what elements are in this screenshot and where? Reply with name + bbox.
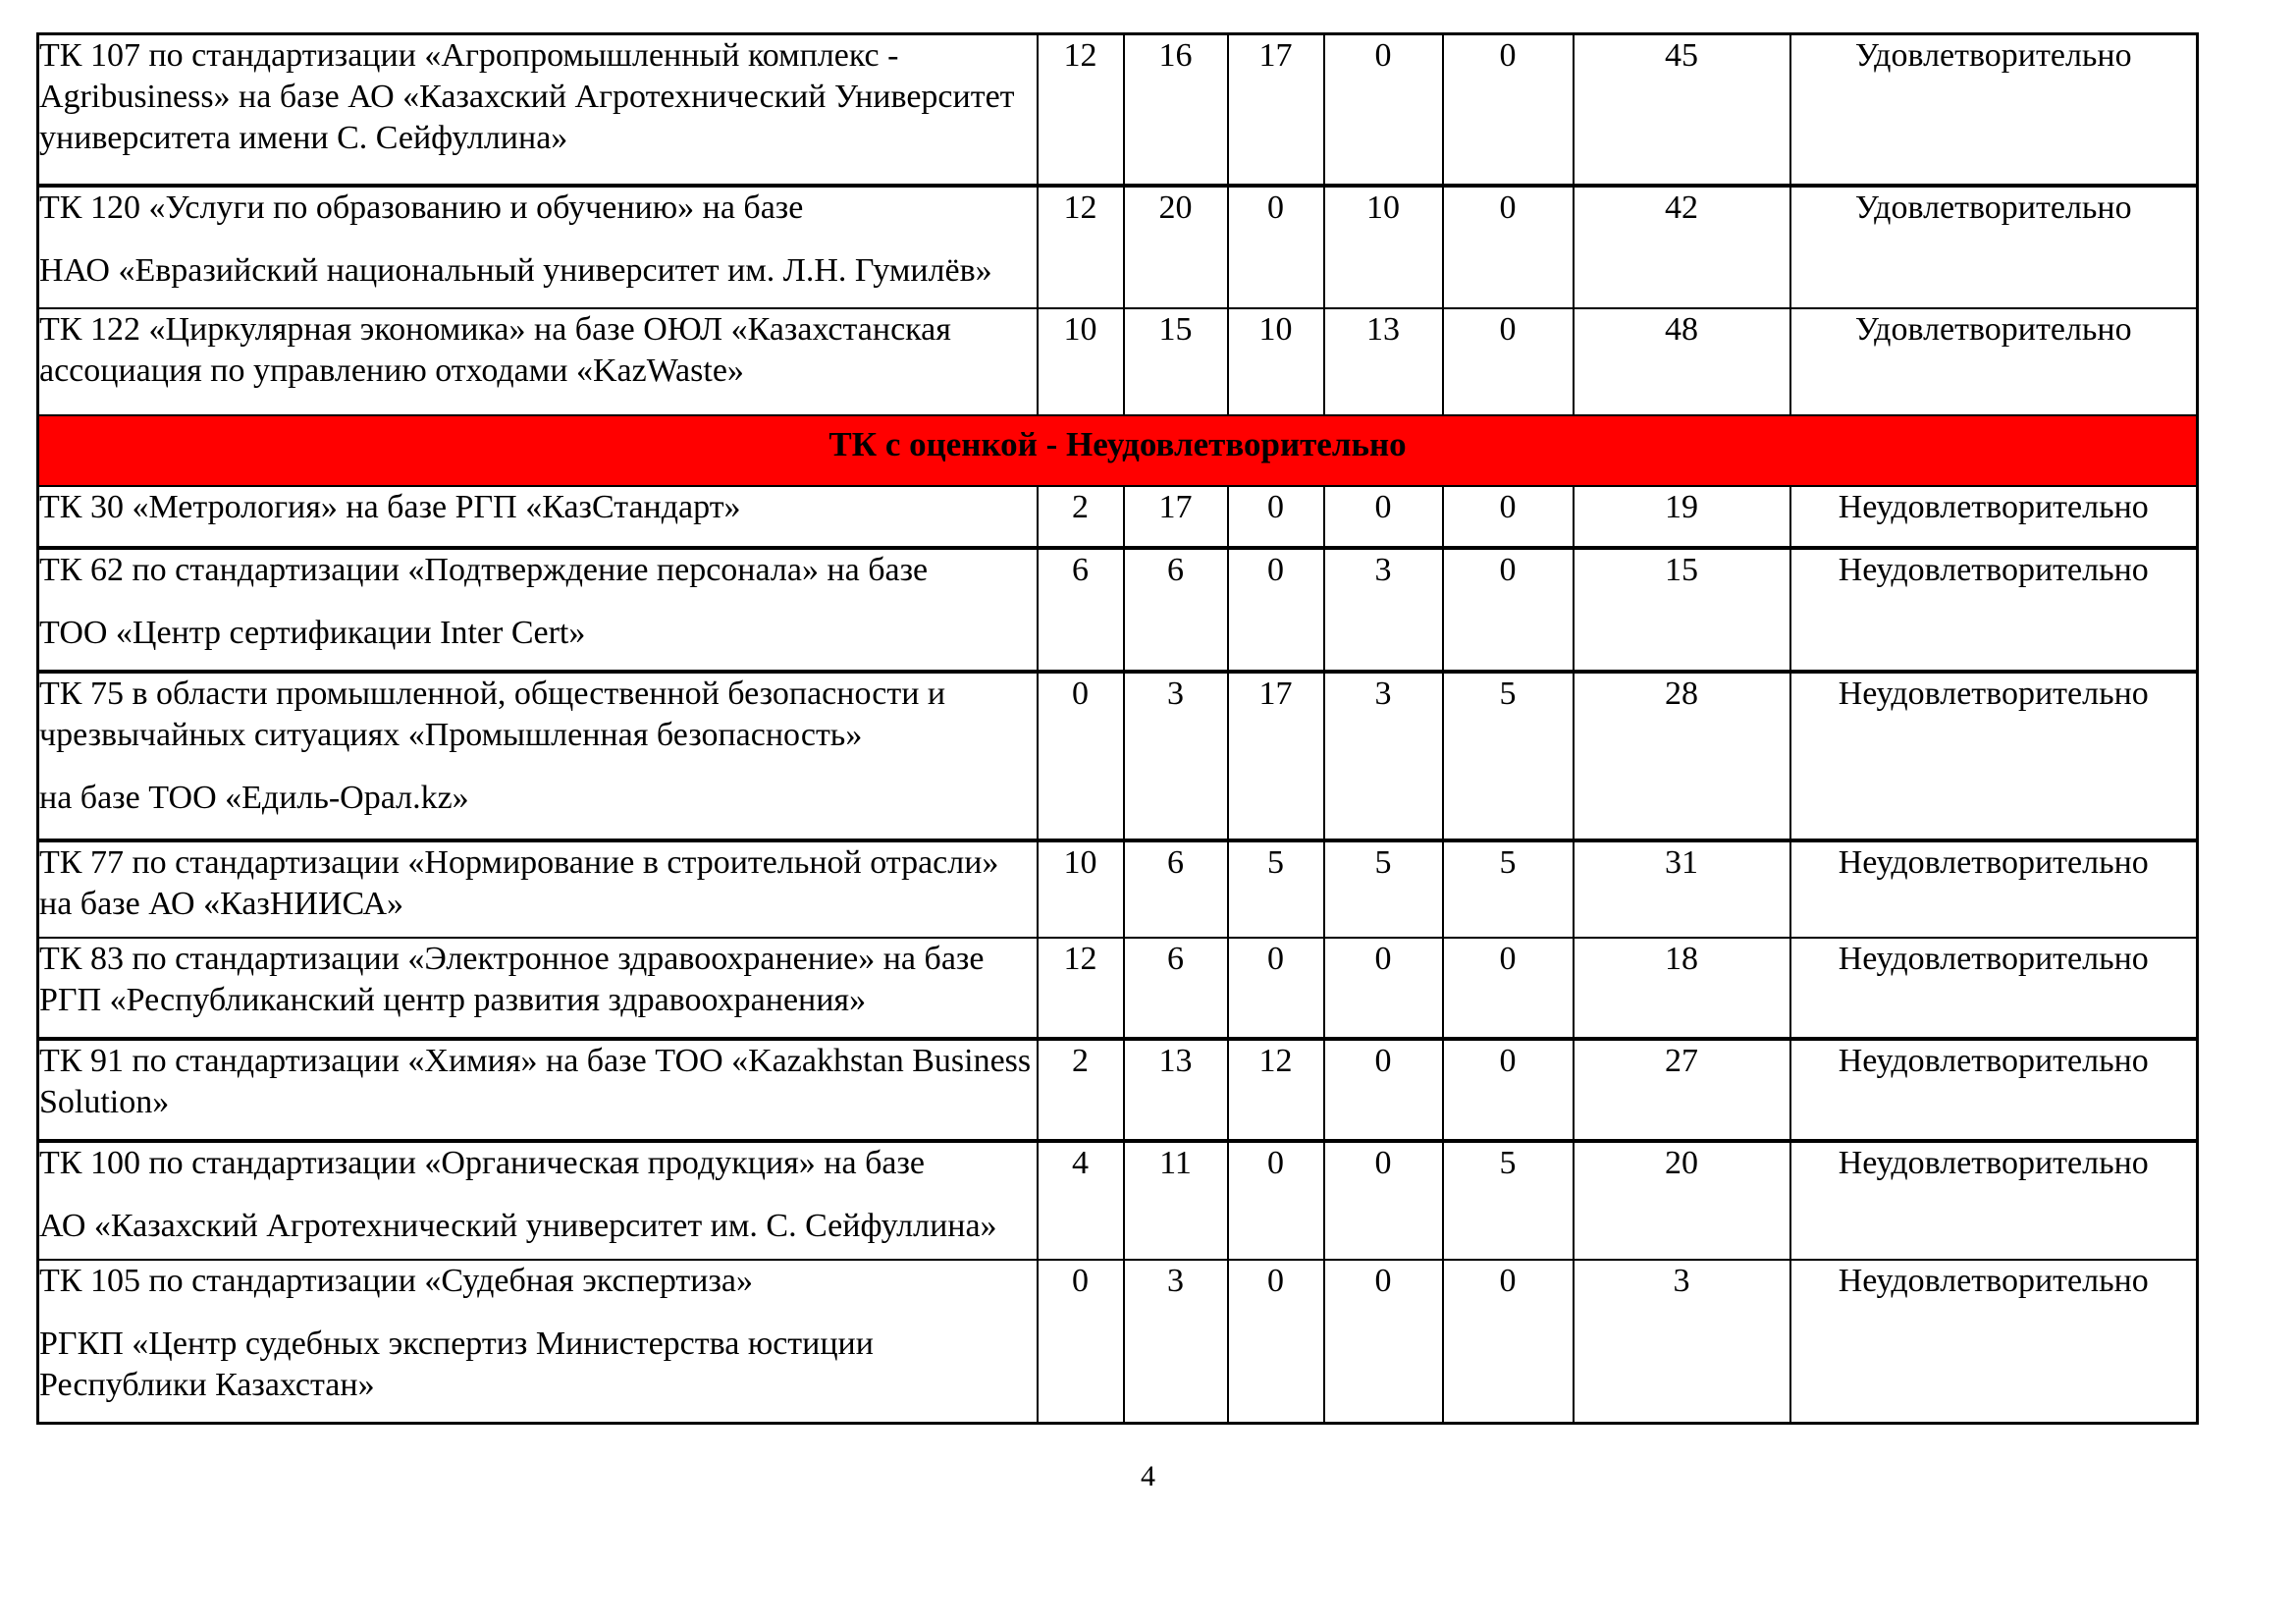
tk-name-cell — [38, 938, 1038, 1039]
tk-name-cell — [38, 1141, 1038, 1260]
score-cell-4: 0 — [1324, 34, 1443, 187]
rating-cell: Неудовлетворительно — [1790, 486, 2198, 548]
total-cell: 45 — [1574, 34, 1790, 187]
tk-name-paragraph: РГКП «Центр судебных экспертиз Министерства юстиции Республики Казахстан» — [39, 1326, 874, 1403]
section-banner: ТК с оценкой - Неудовлетворительно — [38, 415, 2198, 486]
table-row — [38, 186, 2198, 308]
tk-name-paragraph: ТК 107 по стандартизации «Агропромышленный комплекс - Agribusiness» на базе АО «Казахский Агротехнический Университет университета имени С. Сейфуллина» — [39, 37, 1015, 156]
score-cell-1: 2 — [1038, 486, 1124, 548]
rating-cell: Неудовлетворительно — [1790, 548, 2198, 672]
tk-name-paragraph: ТК 83 по стандартизации «Электронное здравоохранение» на базе РГП «Республиканский центр развития здравоохранения» — [39, 941, 985, 1018]
total-cell: 3 — [1574, 1260, 1790, 1424]
score-cell-4: 13 — [1324, 308, 1443, 415]
score-cell-5: 0 — [1443, 938, 1574, 1039]
tk-name-cell — [38, 1260, 1038, 1424]
tk-name-cell — [38, 486, 1038, 548]
rating-cell: Неудовлетворительно — [1790, 938, 2198, 1039]
score-cell-5: 0 — [1443, 308, 1574, 415]
score-cell-4: 5 — [1324, 840, 1443, 938]
table-row — [38, 1260, 2198, 1424]
score-cell-1: 12 — [1038, 186, 1124, 308]
score-cell-2: 16 — [1124, 34, 1228, 187]
tk-name-paragraph: НАО «Евразийский национальный университет им. Л.Н. Гумилёв» — [39, 252, 992, 289]
score-cell-2: 3 — [1124, 1260, 1228, 1424]
score-cell-1: 4 — [1038, 1141, 1124, 1260]
total-cell: 42 — [1574, 186, 1790, 308]
score-cell-2: 11 — [1124, 1141, 1228, 1260]
score-cell-5: 5 — [1443, 672, 1574, 840]
score-cell-2: 15 — [1124, 308, 1228, 415]
score-cell-3: 0 — [1228, 1141, 1324, 1260]
score-cell-1: 0 — [1038, 672, 1124, 840]
score-cell-3: 12 — [1228, 1039, 1324, 1141]
score-cell-4: 0 — [1324, 938, 1443, 1039]
tk-name-paragraph: ТК 120 «Услуги по образованию и обучению» на базе — [39, 189, 804, 226]
score-cell-1: 12 — [1038, 34, 1124, 187]
tk-name-paragraph: ТК 77 по стандартизации «Нормирование в строительной отрасли» на базе АО «КазНИИСА» — [39, 844, 999, 922]
total-cell: 28 — [1574, 672, 1790, 840]
banner-row — [38, 415, 2198, 486]
rating-cell: Неудовлетворительно — [1790, 1039, 2198, 1141]
score-cell-5: 0 — [1443, 486, 1574, 548]
score-cell-5: 0 — [1443, 1260, 1574, 1424]
tk-name-paragraph: ТК 105 по стандартизации «Судебная экспертиза» — [39, 1263, 753, 1299]
score-cell-1: 10 — [1038, 840, 1124, 938]
table-row — [38, 34, 2198, 187]
tk-name-cell — [38, 308, 1038, 415]
table-row — [38, 308, 2198, 415]
score-cell-3: 0 — [1228, 186, 1324, 308]
score-cell-4: 3 — [1324, 672, 1443, 840]
rating-cell: Неудовлетворительно — [1790, 1260, 2198, 1424]
score-cell-1: 6 — [1038, 548, 1124, 672]
rating-cell: Неудовлетворительно — [1790, 672, 2198, 840]
score-cell-3: 5 — [1228, 840, 1324, 938]
score-cell-1: 12 — [1038, 938, 1124, 1039]
table-row — [38, 548, 2198, 672]
total-cell: 48 — [1574, 308, 1790, 415]
tk-name-cell — [38, 840, 1038, 938]
total-cell: 18 — [1574, 938, 1790, 1039]
tk-name-paragraph: АО «Казахский Агротехнический университет им. С. Сейфуллина» — [39, 1208, 997, 1244]
score-cell-1: 10 — [1038, 308, 1124, 415]
score-cell-2: 3 — [1124, 672, 1228, 840]
rating-cell: Удовлетворительно — [1790, 186, 2198, 308]
score-cell-4: 10 — [1324, 186, 1443, 308]
score-cell-3: 17 — [1228, 672, 1324, 840]
score-cell-2: 6 — [1124, 938, 1228, 1039]
tk-name-paragraph: ТК 30 «Метрология» на базе РГП «КазСтандарт» — [39, 489, 741, 525]
score-cell-3: 0 — [1228, 938, 1324, 1039]
table-row — [38, 938, 2198, 1039]
total-cell: 19 — [1574, 486, 1790, 548]
score-cell-4: 0 — [1324, 1141, 1443, 1260]
rating-cell: Удовлетворительно — [1790, 308, 2198, 415]
score-cell-1: 2 — [1038, 1039, 1124, 1141]
tk-name-paragraph: ТК 75 в области промышленной, общественной безопасности и чрезвычайных ситуациях «Промышленная безопасность» — [39, 676, 946, 753]
score-cell-5: 5 — [1443, 840, 1574, 938]
score-cell-3: 17 — [1228, 34, 1324, 187]
score-cell-3: 10 — [1228, 308, 1324, 415]
score-cell-4: 0 — [1324, 1260, 1443, 1424]
score-cell-3: 0 — [1228, 486, 1324, 548]
score-cell-4: 3 — [1324, 548, 1443, 672]
tk-name-cell — [38, 672, 1038, 840]
total-cell: 15 — [1574, 548, 1790, 672]
score-cell-5: 0 — [1443, 186, 1574, 308]
score-cell-3: 0 — [1228, 1260, 1324, 1424]
score-cell-5: 0 — [1443, 1039, 1574, 1141]
score-cell-2: 6 — [1124, 548, 1228, 672]
score-cell-2: 6 — [1124, 840, 1228, 938]
tk-name-paragraph: ТК 91 по стандартизации «Химия» на базе ТОО «Kazakhstan Business Solution» — [39, 1043, 1032, 1120]
rating-cell: Неудовлетворительно — [1790, 840, 2198, 938]
score-cell-2: 17 — [1124, 486, 1228, 548]
page-number: 4 — [1141, 1460, 1155, 1492]
score-cell-4: 0 — [1324, 1039, 1443, 1141]
tk-name-paragraph: ТК 100 по стандартизации «Органическая продукция» на базе — [39, 1145, 925, 1181]
score-cell-5: 0 — [1443, 548, 1574, 672]
tk-name-paragraph: ТОО «Центр сертификации Inter Cert» — [39, 615, 586, 651]
tk-name-paragraph: на базе ТОО «Едиль-Орал.kz» — [39, 780, 469, 816]
table-row — [38, 840, 2198, 938]
table-row — [38, 1141, 2198, 1260]
table-row — [38, 486, 2198, 548]
table-row — [38, 1039, 2198, 1141]
score-cell-5: 5 — [1443, 1141, 1574, 1260]
rating-cell: Удовлетворительно — [1790, 34, 2198, 187]
tk-name-paragraph: ТК 122 «Циркулярная экономика» на базе ОЮЛ «Казахстанская ассоциация по управлению отходами «KazWaste» — [39, 311, 951, 389]
score-cell-5: 0 — [1443, 34, 1574, 187]
table-body — [38, 34, 2198, 1424]
score-cell-1: 0 — [1038, 1260, 1124, 1424]
total-cell: 27 — [1574, 1039, 1790, 1141]
score-cell-2: 13 — [1124, 1039, 1228, 1141]
score-cell-2: 20 — [1124, 186, 1228, 308]
tk-name-cell — [38, 548, 1038, 672]
tk-name-paragraph: ТК 62 по стандартизации «Подтверждение персонала» на базе — [39, 552, 929, 588]
score-cell-4: 0 — [1324, 486, 1443, 548]
total-cell: 20 — [1574, 1141, 1790, 1260]
rating-cell: Неудовлетворительно — [1790, 1141, 2198, 1260]
score-cell-3: 0 — [1228, 548, 1324, 672]
table-row — [38, 672, 2198, 840]
tk-name-cell — [38, 186, 1038, 308]
tk-assessment-table — [36, 32, 2199, 1425]
tk-name-cell — [38, 1039, 1038, 1141]
tk-name-cell — [38, 34, 1038, 187]
total-cell: 31 — [1574, 840, 1790, 938]
